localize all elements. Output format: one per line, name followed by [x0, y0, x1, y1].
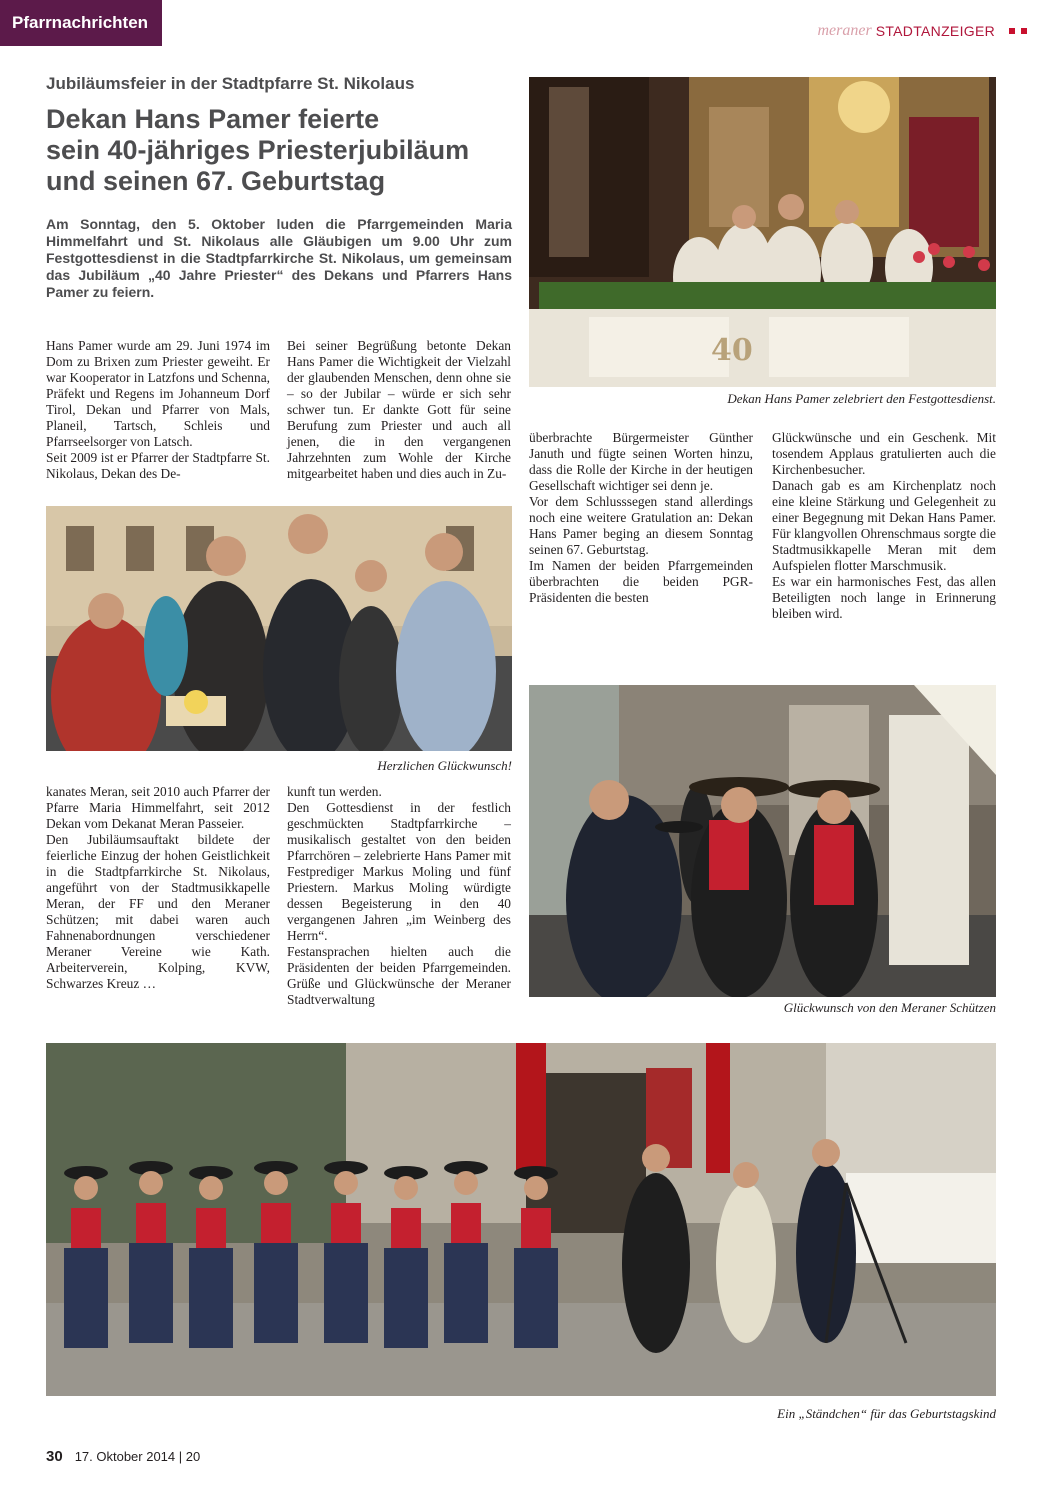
logo-script: meraner: [817, 22, 872, 39]
page-number: 30: [46, 1448, 63, 1465]
caption-band: Ein „Ständchen“ für das Geburtstagskind: [777, 1406, 996, 1421]
logo-dots: [1009, 28, 1027, 34]
paragraph: Vor dem Schlusssegen stand allerdings noch eine weitere Gratulation an: Dekan Hans Pamer beging an diesem Sonntag seinen 67. Geburtstag.: [529, 494, 753, 557]
body-column-1-top: [46, 338, 270, 482]
paragraph: überbrachte Bürgermeister Günther Januth und fügte seinen Worten hinzu, dass die Rolle der Kirche in der heutigen Gesellschaft wichtiger sei denn je.: [529, 430, 753, 493]
body-column-2-bottom: [287, 784, 511, 1008]
section-label: Pfarrnachrichten: [0, 0, 162, 46]
paragraph: Den Gottesdienst in der festlich geschmückten Stadtpfarrkirche – musikalisch gestaltet von den beiden Pfarrchören – zelebrierte Hans Pamer mit Festprediger Markus Moling und fünf Priestern. Markus Moling würdigte dessen Begeisterung in den 40 vergangenen Jahren „im Weinberg des Herrn“.: [287, 800, 511, 943]
paragraph: kanates Meran, seit 2010 auch Pfarrer der Pfarre Maria Himmelfahrt, seit 2012 Dekan vom Dekanat Meran Passeier.: [46, 784, 270, 831]
body-column-2-top: [287, 338, 511, 482]
paragraph: Glückwünsche und ein Geschenk. Mit tosendem Applaus gratulierten auch die Kirchenbesucher.: [772, 430, 996, 477]
photo-altar: [529, 77, 996, 387]
paragraph: Den Jubiläumsauftakt bildete der feierliche Einzug der hohen Geistlichkeit in die Stadtpfarrkirche St. Nikolaus, angeführt von der Stadtmusikkapelle Meran, der FF und den Meraner Schützen; mit dabei waren auch Fahnenabordnungen verschiedener Meraner Vereine wie Kath. Arbeiterverein, Kolping, KVW, Schwarzes Kreuz …: [46, 832, 270, 991]
headline-line: Dekan Hans Pamer feierte: [46, 104, 380, 134]
paragraph: Es war ein harmonisches Fest, das allen Beteiligten noch lange in Erinnerung bleiben wird.: [772, 574, 996, 621]
caption-altar: Dekan Hans Pamer zelebriert den Festgottesdienst.: [727, 391, 996, 406]
body-column-3: [529, 430, 753, 606]
caption-schuetzen: Glückwunsch von den Meraner Schützen: [783, 1000, 996, 1015]
body-column-1-bottom: [46, 784, 270, 992]
article-lead: Am Sonntag, den 5. Oktober luden die Pfarrgemeinden Maria Himmelfahrt und St. Nikolaus alle Gläubigen um 9.00 Uhr zum Festgottesdienst in die Stadtpfarrkirche St. Nikolaus, um gemeinsam das Jubiläum „40 Jahre Priester“ des Dekans und Pfarrers Hans Pamer zu feiern.: [46, 216, 512, 300]
masthead-logo: [818, 22, 1028, 40]
caption-congratulations: Herzlichen Glückwunsch!: [377, 758, 512, 773]
logo-main: STADTANZEIGER: [875, 23, 995, 39]
altar-40-sign: 40: [711, 333, 753, 368]
paragraph: Danach gab es am Kirchenplatz noch eine kleine Stärkung und Gelegenheit zu einer Begegnung mit Dekan Hans Pamer. Für klangvollen Ohrenschmaus sorgte die Stadtmusikkapelle Meran mit dem Aufspielen flotter Marschmusik.: [772, 478, 996, 573]
article-headline: [46, 104, 516, 197]
paragraph: kunft tun werden.: [287, 784, 382, 799]
headline-line: und seinen 67. Geburtstag: [46, 166, 386, 196]
photo-band: [46, 1043, 996, 1396]
page-footer: [46, 1448, 200, 1465]
paragraph: Im Namen der beiden Pfarrgemeinden überbrachten die beiden PGR-Präsidenten die besten: [529, 558, 753, 605]
photo-congratulations: [46, 506, 512, 751]
body-column-4: [772, 430, 996, 622]
issue-date: 17. Oktober 2014 | 20: [74, 1449, 201, 1464]
article-kicker: Jubiläumsfeier in der Stadtpfarre St. Nikolaus: [46, 74, 415, 93]
photo-schuetzen: [529, 685, 996, 997]
paragraph: Bei seiner Begrüßung betonte Dekan Hans Pamer die Wichtigkeit der Vielzahl der glaubenden Menschen, denn ohne sie – so der Jubilar – würde er sich sehr schwer tun. Er dankte Gott für seine Berufung zum Priester und auch all jenen, die in den vergangenen Jahrzehnten zum Wohle der Kirche mitgearbeitet haben und dies auch in Zu-: [287, 338, 511, 481]
paragraph: Festansprachen hielten auch die Präsidenten der beiden Pfarrgemeinden. Grüße und Glückwünsche der Meraner Stadtverwaltung: [287, 944, 511, 1007]
paragraph: Seit 2009 ist er Pfarrer der Stadtpfarre St. Nikolaus, Dekan des De-: [46, 450, 270, 481]
paragraph: Hans Pamer wurde am 29. Juni 1974 im Dom zu Brixen zum Priester geweiht. Er war Kooperator in Latzfons und Schenna, Präfekt und Regens im Johanneum Dorf Tirol, Dekan und Pfarrer von Mals, Planeil, Tartsch, Schleis und Pfarrseelsorger von Latsch.: [46, 338, 270, 449]
headline-line: sein 40-jähriges Priesterjubiläum: [46, 135, 470, 165]
